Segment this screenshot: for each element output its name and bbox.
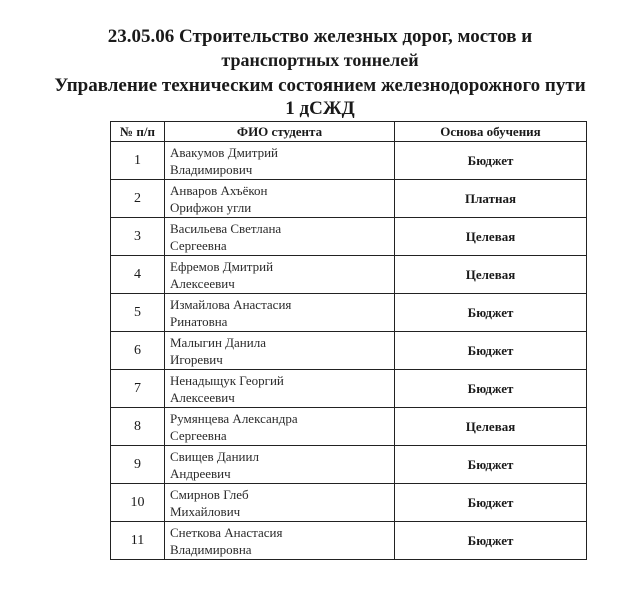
table-row <box>111 180 587 218</box>
student-name-line1: Свищев Даниил <box>170 448 259 464</box>
student-name-line2: Алексеевич <box>170 389 235 405</box>
student-name-line1: Анваров Ахъёкон <box>170 182 268 198</box>
study-basis: Бюджет <box>395 294 587 332</box>
header-program-line: 23.05.06 Строительство железных дорог, мостов и <box>107 26 533 47</box>
column-header-student-name: ФИО студента <box>165 122 395 142</box>
table-row <box>111 484 587 522</box>
table-row <box>111 446 587 484</box>
row-number: 9 <box>111 446 165 484</box>
row-number: 10 <box>111 484 165 522</box>
header-specialization: Управление техническим состоянием железнодорожного пути <box>54 75 586 96</box>
student-name-line1: Ефремов Дмитрий <box>170 258 274 274</box>
row-number: 4 <box>111 256 165 294</box>
study-basis: Бюджет <box>395 370 587 408</box>
student-name-line1: Васильева Светлана <box>170 220 282 236</box>
student-name <box>165 370 395 408</box>
row-number: 3 <box>111 218 165 256</box>
study-basis: Целевая <box>395 256 587 294</box>
student-name <box>165 446 395 484</box>
student-name-line2: Алексеевич <box>170 275 235 291</box>
student-name <box>165 484 395 522</box>
header-program-line-continued: транспортных тоннелей <box>221 50 419 70</box>
table-row <box>111 370 587 408</box>
student-name-line1: Румянцева Александра <box>170 410 298 426</box>
row-number: 7 <box>111 370 165 408</box>
student-name <box>165 218 395 256</box>
study-basis: Бюджет <box>395 332 587 370</box>
study-basis: Целевая <box>395 218 587 256</box>
student-name <box>165 180 395 218</box>
table-row <box>111 408 587 446</box>
row-number: 8 <box>111 408 165 446</box>
student-roster-table <box>110 121 587 560</box>
row-number: 11 <box>111 522 165 560</box>
student-name <box>165 408 395 446</box>
student-name-line2: Владимирович <box>170 161 253 177</box>
student-name-line2: Ринатовна <box>170 313 228 329</box>
student-name-line1: Снеткова Анастасия <box>170 524 283 540</box>
student-name <box>165 332 395 370</box>
header-group: 1 дСЖД <box>285 98 355 119</box>
table-row <box>111 332 587 370</box>
student-name <box>165 142 395 180</box>
student-name-line2: Андреевич <box>170 465 231 481</box>
column-header-study-basis: Основа обучения <box>395 122 587 142</box>
student-name-line1: Ненадыщук Георгий <box>170 372 284 388</box>
student-name <box>165 256 395 294</box>
row-number: 5 <box>111 294 165 332</box>
student-name <box>165 522 395 560</box>
student-name-line2: Михайлович <box>170 503 241 519</box>
study-basis: Платная <box>395 180 587 218</box>
student-name <box>165 294 395 332</box>
student-name-line2: Сергеевна <box>170 237 227 253</box>
study-basis: Бюджет <box>395 522 587 560</box>
student-name-line2: Игоревич <box>170 351 223 367</box>
student-name-line1: Смирнов Глеб <box>170 486 249 502</box>
column-header-number: № п/п <box>111 122 165 142</box>
table-row <box>111 294 587 332</box>
student-name-line1: Измайлова Анастасия <box>170 296 292 312</box>
table-row <box>111 256 587 294</box>
table-row <box>111 142 587 180</box>
row-number: 6 <box>111 332 165 370</box>
study-basis: Бюджет <box>395 446 587 484</box>
student-name-line2: Сергеевна <box>170 427 227 443</box>
student-name-line1: Авакумов Дмитрий <box>170 144 279 160</box>
study-basis: Бюджет <box>395 484 587 522</box>
table-row <box>111 522 587 560</box>
student-name-line1: Малыгин Данила <box>170 334 266 350</box>
student-name-line2: Орифжон угли <box>170 199 252 215</box>
row-number: 2 <box>111 180 165 218</box>
student-name-line2: Владимировна <box>170 541 252 557</box>
row-number: 1 <box>111 142 165 180</box>
study-basis: Целевая <box>395 408 587 446</box>
table-header-row <box>111 122 587 142</box>
study-basis: Бюджет <box>395 142 587 180</box>
table-row <box>111 218 587 256</box>
